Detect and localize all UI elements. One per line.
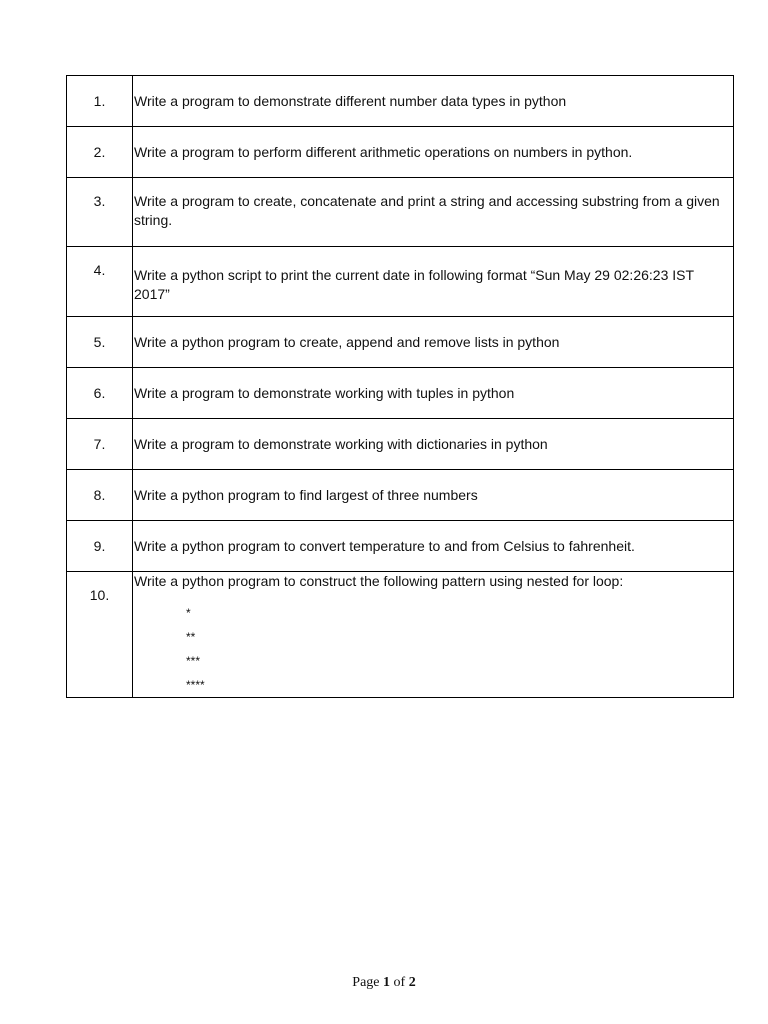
item-description: Write a python program to construct the following pattern using nested for loop: xyxy=(134,573,624,589)
item-number: 4. xyxy=(67,247,133,317)
page-footer xyxy=(0,975,768,991)
program-list-table xyxy=(66,75,734,698)
page-of-label: of xyxy=(393,975,406,990)
total-page-count: 2 xyxy=(408,975,416,990)
table-row xyxy=(67,521,734,572)
item-description: Write a program to perform different arithmetic operations on numbers in python. xyxy=(133,127,734,178)
item-number: 6. xyxy=(67,368,133,419)
item-number: 1. xyxy=(67,76,133,127)
item-description: Write a program to demonstrate different number data types in python xyxy=(133,76,734,127)
table-row xyxy=(67,419,734,470)
item-number: 7. xyxy=(67,419,133,470)
pattern-line: ** xyxy=(186,630,196,644)
item-description: Write a python program to convert temperature to and from Celsius to fahrenheit. xyxy=(133,521,734,572)
table-row xyxy=(67,572,734,698)
star-pattern xyxy=(186,601,729,697)
pattern-line: * xyxy=(186,606,191,620)
table-row xyxy=(67,247,734,317)
pattern-line: *** xyxy=(186,654,201,668)
item-description-cell xyxy=(133,572,734,698)
item-description: Write a program to demonstrate working with dictionaries in python xyxy=(133,419,734,470)
item-description: Write a python program to find largest of three numbers xyxy=(133,470,734,521)
current-page-number: 1 xyxy=(383,975,391,990)
item-description: Write a python script to print the current date in following format “Sun May 29 02:26:23 IST 2017” xyxy=(133,247,734,317)
table-row xyxy=(67,76,734,127)
item-description: Write a python program to create, append and remove lists in python xyxy=(133,317,734,368)
table-row xyxy=(67,368,734,419)
item-description: Write a program to demonstrate working with tuples in python xyxy=(133,368,734,419)
table-row xyxy=(67,470,734,521)
table-row xyxy=(67,317,734,368)
page-label: Page xyxy=(352,975,380,990)
item-number: 5. xyxy=(67,317,133,368)
table-row xyxy=(67,127,734,178)
item-number: 3. xyxy=(67,178,133,247)
item-number: 9. xyxy=(67,521,133,572)
item-number: 2. xyxy=(67,127,133,178)
pattern-line: **** xyxy=(186,678,205,692)
item-number: 8. xyxy=(67,470,133,521)
item-number: 10. xyxy=(67,572,133,698)
item-description: Write a program to create, concatenate and print a string and accessing substring from a given string. xyxy=(133,178,734,247)
table-row xyxy=(67,178,734,247)
